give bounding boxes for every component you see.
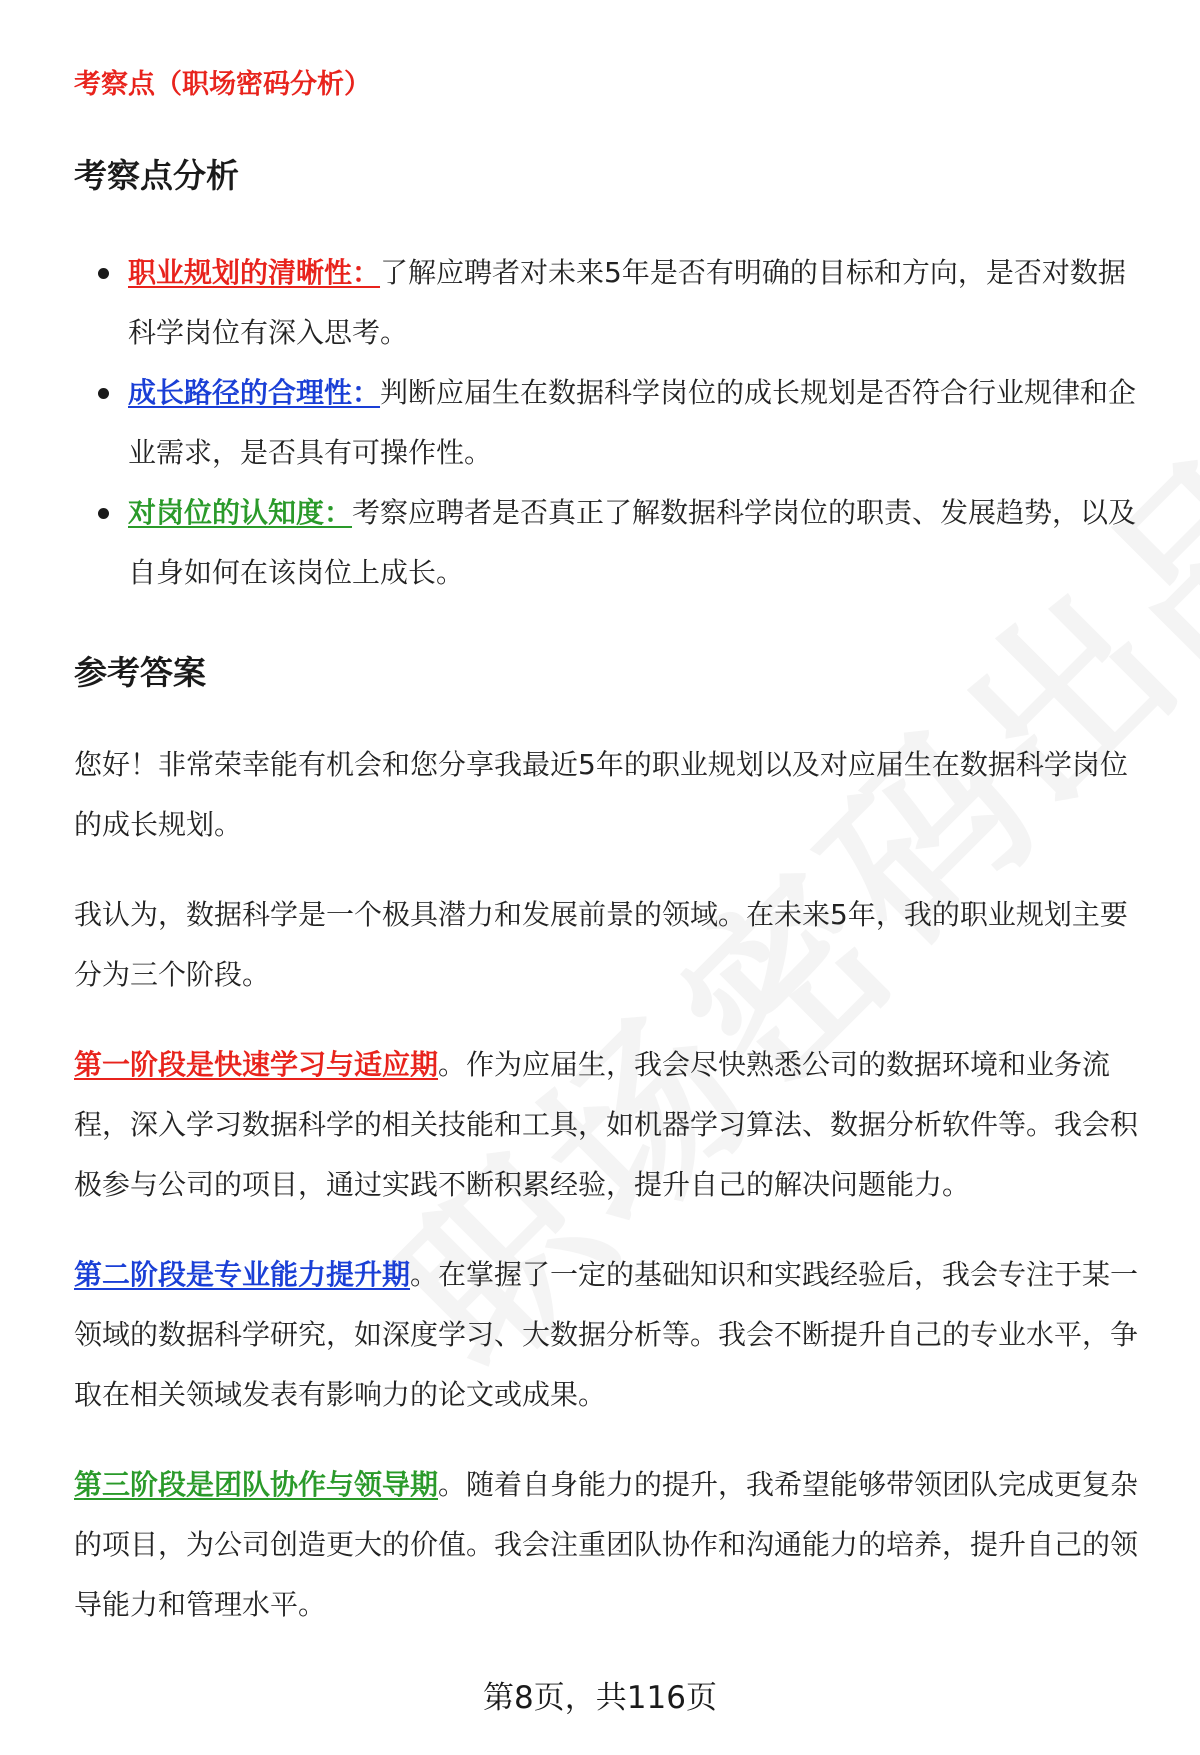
stage-keyword: 第二阶段是专业能力提升期	[74, 1258, 411, 1291]
section-title-answer: 参考答案	[74, 653, 206, 692]
stage-text: 。作为应届生，我会尽快熟悉公司的数据环境和业务流程，深入学习数据科学的相关技能和工具，如机器学习算法、数据分析软件等。我会积极参与公司的项目，通过实践不断积累经验，提升自己的解决问题能力。	[74, 1048, 1139, 1201]
bullet-text: 了解应聘者对未来5年是否有明确的目标和方向，是否对数据科学岗位有深入思考。	[128, 256, 1126, 349]
analysis-list	[74, 243, 1144, 603]
bullet-keyword: 成长路径的合理性：	[128, 376, 381, 409]
bullet-keyword: 对岗位的认知度：	[128, 496, 353, 529]
list-item	[74, 243, 1144, 363]
bullet-dot-icon	[98, 508, 109, 519]
page-number: 第8页，共116页	[483, 1680, 717, 1716]
bullet-keyword: 职业规划的清晰性：	[128, 256, 381, 289]
bullet-text: 考察应聘者是否真正了解数据科学岗位的职责、发展趋势，以及自身如何在该岗位上成长。	[128, 496, 1137, 589]
stage-keyword: 第三阶段是团队协作与领导期	[74, 1468, 439, 1501]
bullet-dot-icon	[98, 268, 109, 279]
answer-intro: 您好！非常荣幸能有机会和您分享我最近5年的职业规划以及对应届生在数据科学岗位的成长规划。	[74, 748, 1128, 841]
bullet-dot-icon	[98, 388, 109, 399]
stage-paragraph-2	[74, 1245, 1144, 1425]
stage-paragraph-1	[74, 1035, 1144, 1215]
stage-keyword: 第一阶段是快速学习与适应期	[74, 1048, 439, 1081]
stage-paragraph-3	[74, 1455, 1144, 1635]
bullet-text: 判断应届生在数据科学岗位的成长规划是否符合行业规律和企业需求，是否具有可操作性。	[128, 376, 1137, 469]
list-item	[74, 483, 1144, 603]
header-tag: 考察点（职场密码分析）	[74, 69, 371, 100]
list-item	[74, 363, 1144, 483]
stage-text: 。在掌握了一定的基础知识和实践经验后，我会专注于某一领域的数据科学研究，如深度学习、大数据分析等。我会不断提升自己的专业水平，争取在相关领域发表有影响力的论文或成果。	[74, 1258, 1139, 1411]
answer-view: 我认为，数据科学是一个极具潜力和发展前景的领域。在未来5年，我的职业规划主要分为三个阶段。	[74, 898, 1128, 991]
section-title-analysis: 考察点分析	[74, 156, 239, 195]
stage-text: 。随着自身能力的提升，我希望能够带领团队完成更复杂的项目，为公司创造更大的价值。我会注重团队协作和沟通能力的培养，提升自己的领导能力和管理水平。	[74, 1468, 1139, 1621]
